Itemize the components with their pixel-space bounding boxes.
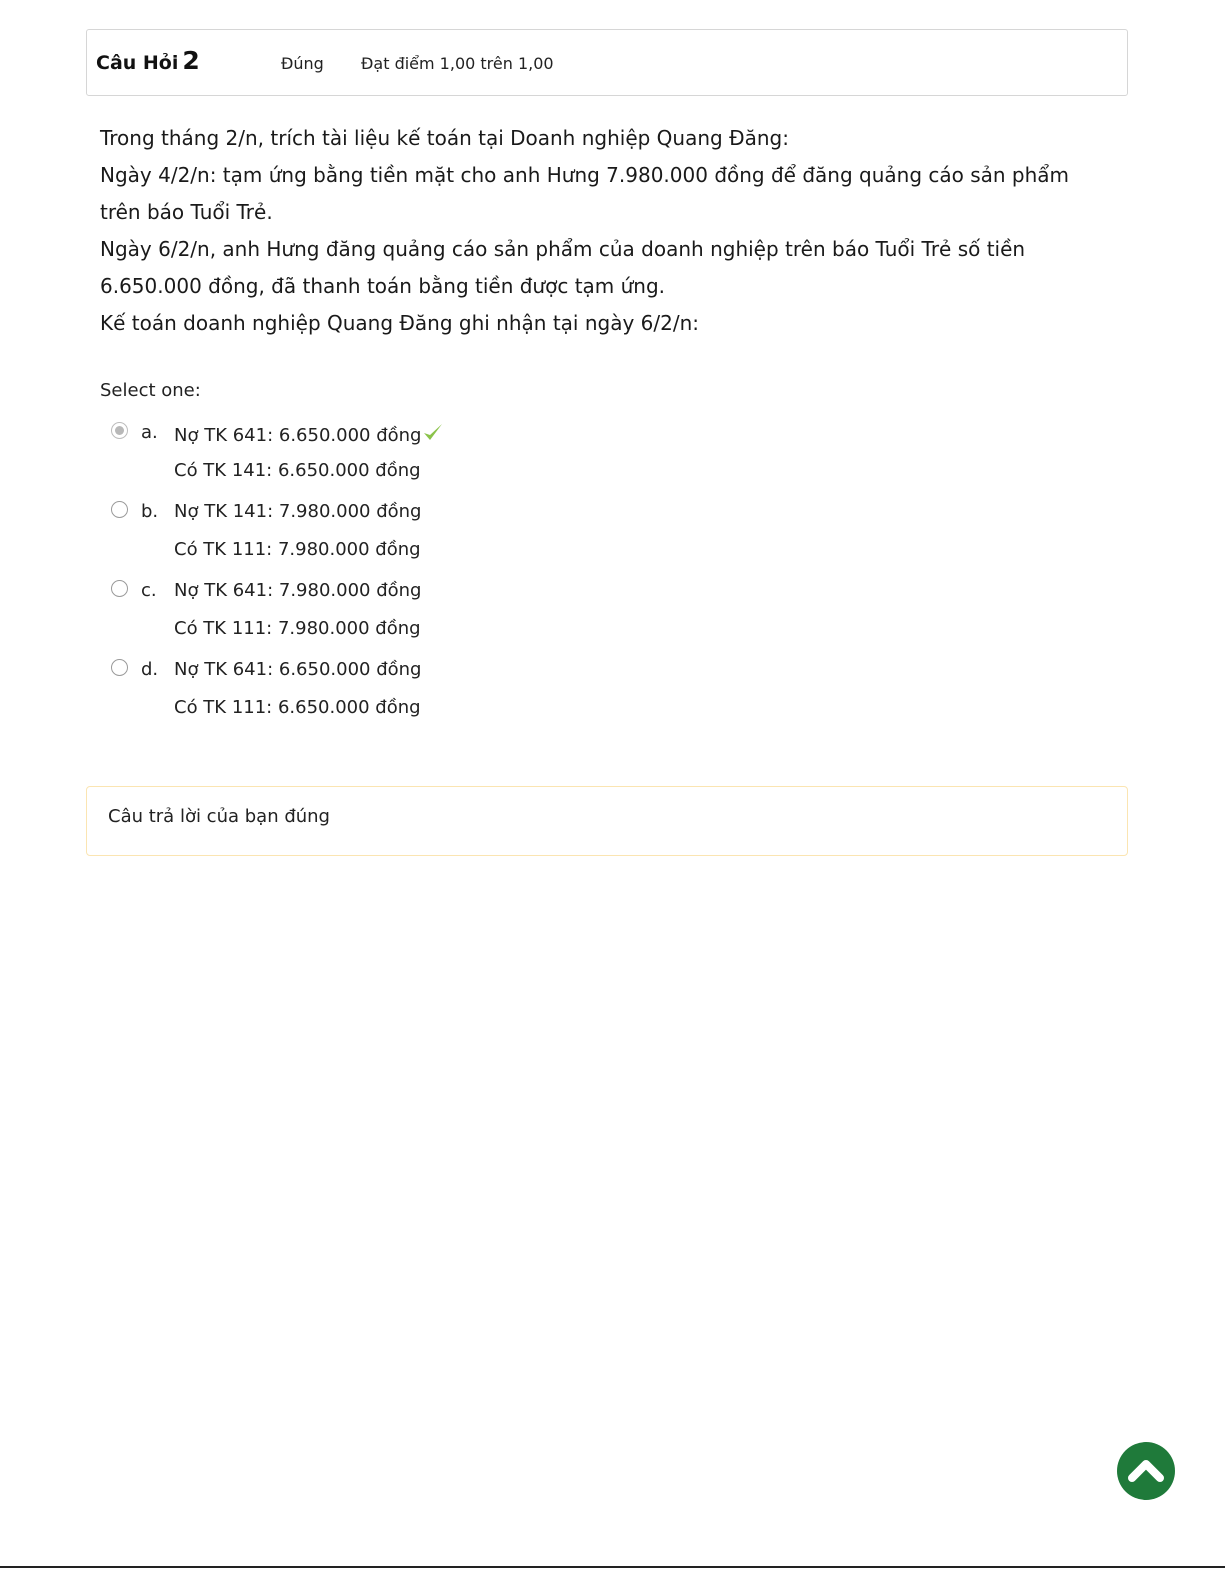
- option-line1: Nợ TK 141: 7.980.000 đồng: [174, 501, 422, 522]
- question-text: [100, 120, 1110, 342]
- question-paragraph: Trong tháng 2/n, trích tài liệu kế toán tại Doanh nghiệp Quang Đăng:: [100, 126, 789, 150]
- check-icon: [422, 422, 444, 444]
- question-grade: Đạt điểm 1,00 trên 1,00: [361, 54, 554, 73]
- page-divider: [0, 1566, 1225, 1568]
- option-text: Nợ TK 641: 6.650.000 đồng: [174, 425, 422, 446]
- option-letter: c.: [141, 580, 157, 601]
- answer-option-a[interactable]: [110, 414, 710, 493]
- feedback-text: Câu trả lời của bạn đúng: [108, 806, 330, 827]
- question-paragraph: Kế toán doanh nghiệp Quang Đăng ghi nhận tại ngày 6/2/n:: [100, 311, 699, 335]
- option-line2: Có TK 111: 7.980.000 đồng: [174, 539, 421, 560]
- radio-d[interactable]: [111, 659, 128, 676]
- radio-b[interactable]: [111, 501, 128, 518]
- question-paragraph: Ngày 6/2/n, anh Hưng đăng quảng cáo sản phẩm của doanh nghiệp trên báo Tuổi Trẻ số tiền 6.650.000 đồng, đã thanh toán bằng tiền được tạm ứng.: [100, 237, 1026, 298]
- select-one-prompt: Select one:: [100, 380, 201, 401]
- answer-option-c[interactable]: [110, 572, 710, 651]
- question-number: [96, 46, 200, 75]
- option-line1: Nợ TK 641: 6.650.000 đồng: [174, 659, 422, 680]
- option-letter: b.: [141, 501, 159, 522]
- question-state: Đúng: [281, 54, 324, 73]
- option-line2: Có TK 111: 7.980.000 đồng: [174, 618, 421, 639]
- scroll-top-button[interactable]: [1117, 1442, 1175, 1500]
- answer-option-b[interactable]: [110, 493, 710, 572]
- option-line1: [174, 422, 444, 446]
- option-letter: a.: [141, 422, 158, 443]
- answer-options: [110, 414, 710, 730]
- chevron-up-icon: [1117, 1442, 1175, 1500]
- question-paragraph: Ngày 4/2/n: tạm ứng bằng tiền mặt cho anh Hưng 7.980.000 đồng để đăng quảng cáo sản phẩm trên báo Tuổi Trẻ.: [100, 163, 1070, 224]
- option-letter: d.: [141, 659, 159, 680]
- question-info-box: [86, 29, 1128, 96]
- radio-a[interactable]: [111, 422, 128, 439]
- question-label: Câu Hỏi: [96, 52, 179, 74]
- option-line2: Có TK 141: 6.650.000 đồng: [174, 460, 421, 481]
- answer-option-d[interactable]: [110, 651, 710, 730]
- feedback-box: [86, 786, 1128, 856]
- option-line1: Nợ TK 641: 7.980.000 đồng: [174, 580, 422, 601]
- option-line2: Có TK 111: 6.650.000 đồng: [174, 697, 421, 718]
- radio-c[interactable]: [111, 580, 128, 597]
- question-number-value: 2: [182, 46, 200, 75]
